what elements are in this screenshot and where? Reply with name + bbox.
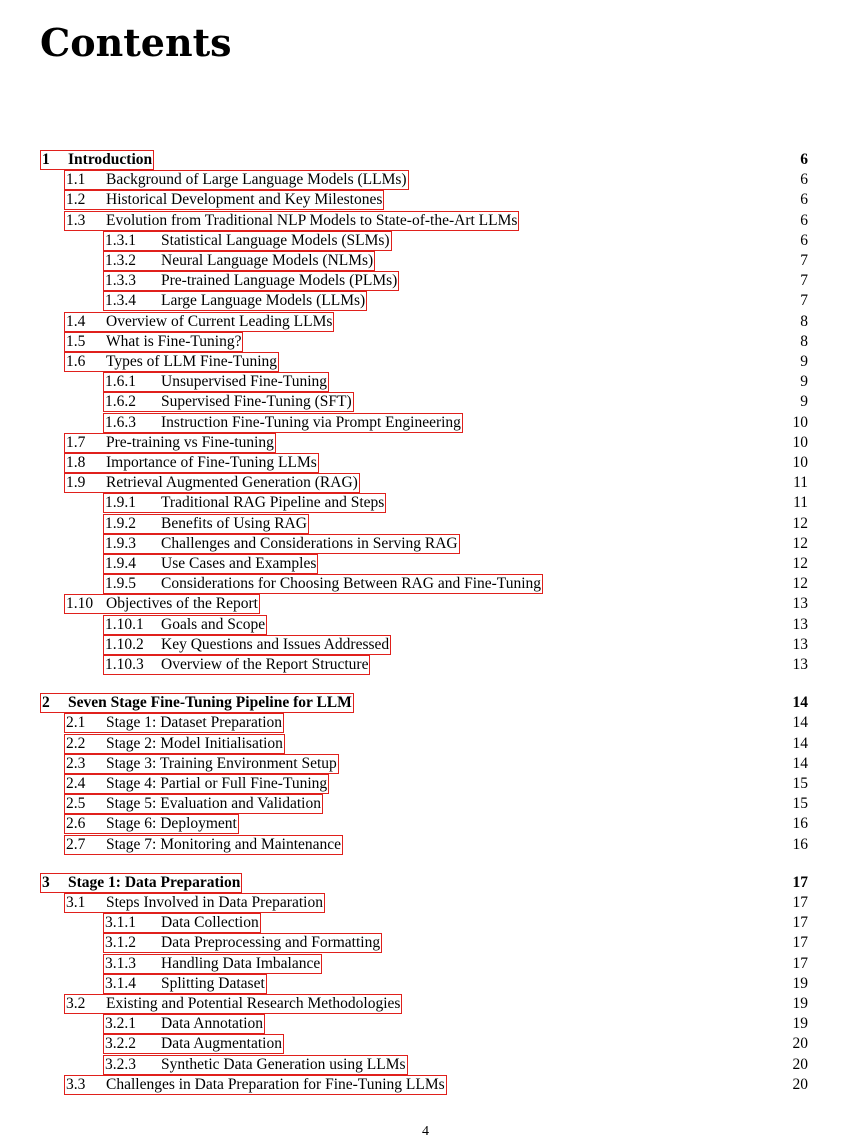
toc-entry: [103, 933, 808, 953]
toc-entry: [103, 413, 808, 433]
toc-section-number: 3.1.4: [105, 974, 136, 992]
toc-section-number: 2.2: [66, 734, 86, 752]
toc-page-number: 19: [792, 1015, 808, 1033]
toc-link[interactable]: [64, 473, 360, 493]
dot-leader: [285, 352, 776, 372]
toc-section-title: Data Preprocessing and Formatting: [161, 934, 381, 952]
toc-link[interactable]: [103, 514, 309, 534]
dot-leader: [360, 392, 776, 412]
toc-entry: [64, 211, 808, 231]
toc-page-number: 11: [793, 494, 808, 512]
toc-section-number: 1.9.2: [105, 514, 136, 532]
toc-section-title: Historical Development and Key Milestones: [106, 191, 383, 209]
toc-entry: [103, 493, 808, 513]
toc-section-number: 3.1.2: [105, 934, 136, 952]
toc-section-title: Splitting Dataset: [161, 974, 265, 992]
dot-leader: [466, 534, 776, 554]
toc-section-title: Stage 7: Monitoring and Maintenance: [106, 835, 342, 853]
dot-leader: [290, 1034, 776, 1054]
toc-link[interactable]: [64, 332, 243, 352]
toc-page-number: 10: [792, 413, 808, 431]
toc-section-number: 1.10.2: [105, 635, 144, 653]
dot-leader: [266, 594, 776, 614]
toc-section-number: 3.3: [66, 1075, 86, 1093]
toc-section-number: 1.1: [66, 171, 86, 189]
toc-page-number: 6: [800, 151, 808, 168]
toc-section-title: Overview of Current Leading LLMs: [106, 312, 333, 330]
toc-section-number: 2.6: [66, 815, 86, 833]
toc-section-number: 1.10.3: [105, 656, 144, 673]
dot-leader: [282, 433, 776, 453]
toc-entry: [103, 554, 808, 574]
toc-section-number: 2: [42, 694, 50, 712]
toc-link[interactable]: [64, 734, 285, 754]
toc-link[interactable]: [64, 594, 260, 614]
toc-link[interactable]: [103, 574, 543, 594]
toc-section-title: Traditional RAG Pipeline and Steps: [161, 494, 385, 512]
toc-section-title: Neural Language Models (NLMs): [161, 252, 374, 269]
toc-link[interactable]: [64, 433, 276, 453]
toc-link[interactable]: [64, 211, 519, 231]
toc-page-number: 9: [800, 393, 808, 411]
toc-link[interactable]: [103, 493, 386, 513]
toc-page-number: 9: [800, 353, 808, 370]
dot-leader: [273, 615, 776, 635]
toc-link[interactable]: [103, 655, 370, 675]
dot-leader: [392, 493, 776, 513]
toc-link[interactable]: [64, 835, 343, 855]
dot-leader: [453, 1075, 776, 1095]
dot-leader: [469, 413, 776, 433]
toc-link[interactable]: [64, 814, 239, 834]
toc-link[interactable]: [64, 794, 323, 814]
toc-page-number: 17: [792, 934, 808, 952]
toc-link[interactable]: [40, 873, 242, 893]
dot-leader: [415, 170, 776, 190]
toc-link[interactable]: [64, 713, 284, 733]
toc-section-title: Large Language Models (LLMs): [161, 292, 366, 310]
toc-entry: [64, 594, 808, 614]
toc-section-number: 1.2: [66, 191, 86, 209]
toc-section-number: 3.2: [66, 995, 86, 1012]
toc-section-title: Instruction Fine-Tuning via Prompt Engineering: [161, 413, 461, 431]
toc-page-number: 15: [792, 775, 808, 792]
toc-section-title: Stage 1: Data Preparation: [68, 873, 241, 891]
toc-page-number: 13: [792, 635, 808, 653]
toc-section-title: Seven Stage Fine-Tuning Pipeline for LLM: [68, 694, 352, 712]
toc-link[interactable]: [103, 615, 267, 635]
toc-entry: [103, 974, 808, 994]
toc-section-title: Considerations for Choosing Between RAG and Fine-Tuning: [161, 575, 542, 593]
toc-section-title: Unsupervised Fine-Tuning: [161, 373, 328, 391]
toc-section-number: 1.3: [66, 211, 86, 229]
toc-entry: [64, 170, 808, 190]
toc-section-title: Stage 5: Evaluation and Validation: [106, 795, 321, 813]
toc-page-number: 11: [793, 474, 808, 492]
toc-entry: [103, 372, 808, 392]
toc-section-title: Importance of Fine-Tuning LLMs: [106, 454, 317, 471]
toc-page-number: 12: [792, 514, 808, 532]
toc-section-number: 1.6: [66, 353, 86, 370]
toc-page-number: 12: [792, 534, 808, 552]
toc-entry: [64, 774, 808, 794]
toc-page-number: 12: [792, 555, 808, 572]
dot-leader: [376, 655, 776, 675]
toc-page-number: 20: [792, 1055, 808, 1073]
toc-page-number: 15: [792, 795, 808, 813]
dot-leader: [366, 473, 776, 493]
toc-page-number: 13: [792, 595, 808, 613]
toc-section-number: 2.1: [66, 714, 86, 732]
toc-section-number: 1.10: [66, 595, 94, 613]
toc-page-number: 14: [792, 714, 808, 732]
toc-entry: [64, 433, 808, 453]
toc-page-number: 20: [792, 1075, 808, 1093]
dot-leader: [349, 835, 776, 855]
dot-leader: [245, 814, 776, 834]
toc-link[interactable]: [64, 352, 279, 372]
toc-entry: [64, 994, 808, 1014]
toc-section-number: 1: [42, 151, 50, 168]
toc-section-title: Supervised Fine-Tuning (SFT): [161, 393, 352, 411]
toc-link[interactable]: [64, 312, 334, 332]
toc-entry: [64, 352, 808, 372]
toc-entry: [64, 332, 808, 352]
toc-section-number: 1.4: [66, 312, 86, 330]
toc-link[interactable]: [64, 1075, 447, 1095]
toc-link[interactable]: [64, 453, 319, 473]
toc-entry: [103, 291, 808, 311]
toc-chapter-entry: [40, 150, 808, 170]
toc-section-number: 1.6.3: [105, 413, 136, 431]
toc-section-number: 1.7: [66, 433, 86, 451]
dot-leader: [328, 954, 776, 974]
dot-leader: [408, 994, 776, 1014]
toc-link[interactable]: [103, 635, 391, 655]
toc-link[interactable]: [103, 291, 367, 311]
toc-entry: [64, 754, 808, 774]
toc-section-title: Introduction: [68, 151, 153, 168]
toc-entry: [103, 271, 808, 291]
toc-entry: [64, 1075, 808, 1095]
toc-section-number: 3.1.3: [105, 954, 136, 972]
toc-entry: [64, 893, 808, 913]
toc-link[interactable]: [103, 372, 329, 392]
toc-entry: [103, 954, 808, 974]
toc-section-title: Types of LLM Fine-Tuning: [106, 353, 277, 370]
toc-entry: [103, 1034, 808, 1054]
toc-page-number: 19: [792, 974, 808, 992]
toc-link[interactable]: [40, 693, 354, 713]
toc-section-title: Synthetic Data Generation using LLMs: [161, 1055, 406, 1073]
toc-entry: [64, 713, 808, 733]
toc-page-number: 14: [792, 734, 808, 752]
toc-link[interactable]: [64, 893, 325, 913]
dot-leader: [390, 190, 776, 210]
toc-page-number: 7: [800, 272, 808, 290]
toc-section-number: 1.3.1: [105, 231, 136, 249]
toc-link[interactable]: [64, 994, 402, 1014]
toc-entry: [64, 473, 808, 493]
toc-link[interactable]: [40, 150, 154, 170]
toc-section-title: Pre-trained Language Models (PLMs): [161, 272, 398, 290]
toc-section-number: 1.3.2: [105, 252, 136, 269]
toc-section-title: Pre-training vs Fine-tuning: [106, 433, 274, 451]
toc-section-title: Retrieval Augmented Generation (RAG): [106, 474, 358, 492]
dot-leader: [331, 893, 776, 913]
toc-section-title: Challenges in Data Preparation for Fine-Tuning LLMs: [106, 1075, 445, 1093]
toc-entry: [64, 835, 808, 855]
toc-section-number: 1.10.1: [105, 615, 144, 633]
toc-section-title: Use Cases and Examples: [161, 555, 317, 572]
toc-page-number: 8: [800, 312, 808, 330]
toc-section-title: Stage 2: Model Initialisation: [106, 734, 283, 752]
toc-entry: [64, 312, 808, 332]
dot-leader: [335, 774, 776, 794]
toc-section-title: What is Fine-Tuning?: [106, 332, 242, 350]
toc-section-number: 1.6.2: [105, 393, 136, 411]
toc-link[interactable]: [103, 534, 460, 554]
toc-section-number: 1.6.1: [105, 373, 136, 391]
toc-entry: [103, 1014, 808, 1034]
toc-entry: [103, 615, 808, 635]
dot-leader: [291, 734, 776, 754]
dot-leader: [405, 271, 776, 291]
dot-leader: [329, 794, 776, 814]
toc-section-number: 1.9: [66, 474, 86, 492]
toc-page-number: 17: [792, 954, 808, 972]
toc-entry: [64, 453, 808, 473]
toc-section-number: 3.2.3: [105, 1055, 136, 1073]
toc-link[interactable]: [103, 231, 392, 251]
dot-leader: [290, 713, 776, 733]
toc-section-number: 1.9.4: [105, 555, 136, 572]
dot-leader: [398, 231, 776, 251]
dot-leader: [525, 211, 776, 231]
toc-section-number: 2.5: [66, 795, 86, 813]
toc-section-number: 1.9.1: [105, 494, 136, 512]
toc-section-title: Data Annotation: [161, 1015, 264, 1033]
toc-link[interactable]: [103, 271, 399, 291]
toc-section-number: 2.3: [66, 754, 86, 772]
dot-leader: [335, 372, 776, 392]
toc-section-title: Challenges and Considerations in Serving RAG: [161, 534, 458, 552]
toc-link[interactable]: [64, 170, 409, 190]
toc-page-number: 13: [792, 615, 808, 633]
toc-chapter-entry: [40, 693, 808, 713]
toc-page-number: 6: [800, 171, 808, 189]
toc-entry: [64, 734, 808, 754]
toc-section-number: 2.7: [66, 835, 86, 853]
toc-entry: [103, 655, 808, 675]
dot-leader: [549, 574, 776, 594]
toc-section-number: 3.1.1: [105, 914, 136, 932]
toc-entry: [103, 635, 808, 655]
toc-section-number: 1.5: [66, 332, 86, 350]
toc-page-number: 17: [792, 914, 808, 932]
toc-section-title: Objectives of the Report: [106, 595, 258, 613]
toc-link[interactable]: [64, 754, 339, 774]
toc-page-number: 8: [800, 332, 808, 350]
toc-section-title: Benefits of Using RAG: [161, 514, 307, 532]
dot-leader: [325, 453, 776, 473]
toc-link[interactable]: [103, 1055, 408, 1075]
toc-page-number: 20: [792, 1035, 808, 1053]
toc-link[interactable]: [103, 933, 382, 953]
toc-entry: [103, 534, 808, 554]
toc-entry: [103, 1055, 808, 1075]
toc-page-number: 16: [792, 835, 808, 853]
dot-leader: [340, 312, 776, 332]
dot-leader: [388, 933, 776, 953]
toc-page-number: 17: [792, 894, 808, 911]
toc-entry: [64, 814, 808, 834]
toc-section-title: Stage 6: Deployment: [106, 815, 237, 833]
toc-link[interactable]: [103, 251, 375, 271]
toc-entry: [64, 794, 808, 814]
dot-leader: [273, 974, 776, 994]
toc-section-number: 1.3.3: [105, 272, 136, 290]
toc-section-number: 3.1: [66, 894, 86, 911]
toc-entry: [64, 190, 808, 210]
dot-leader: [381, 251, 776, 271]
toc-section-number: 3.2.2: [105, 1035, 136, 1053]
toc-link[interactable]: [103, 392, 354, 412]
toc-entry: [103, 574, 808, 594]
page-title: Contents: [40, 20, 232, 65]
toc-entry: [103, 251, 808, 271]
toc-chapter-entry: [40, 873, 808, 893]
dot-leader: [324, 554, 776, 574]
toc-section-number: 3.2.1: [105, 1015, 136, 1033]
toc-section-title: Existing and Potential Research Methodologies: [106, 995, 401, 1012]
toc-section-title: Statistical Language Models (SLMs): [161, 231, 390, 249]
toc-page-number: 10: [792, 433, 808, 451]
dot-leader: [373, 291, 776, 311]
toc-section-number: 1.9.3: [105, 534, 136, 552]
toc-link[interactable]: [64, 190, 384, 210]
dot-leader: [315, 514, 776, 534]
toc-page-number: 9: [800, 373, 808, 391]
toc-page-number: 7: [800, 252, 808, 269]
toc-section-title: Handling Data Imbalance: [161, 954, 321, 972]
toc-page-number: 6: [800, 231, 808, 249]
dot-leader: [267, 913, 776, 933]
toc-link[interactable]: [103, 413, 463, 433]
toc-section-title: Stage 3: Training Environment Setup: [106, 754, 337, 772]
toc-section-number: 1.8: [66, 454, 86, 471]
toc-section-title: Evolution from Traditional NLP Models to State-of-the-Art LLMs: [106, 211, 518, 229]
toc-section-number: 1.3.4: [105, 292, 136, 310]
toc-page-number: 13: [792, 656, 808, 673]
toc-entry: [103, 514, 808, 534]
toc-section-title: Stage 1: Dataset Preparation: [106, 714, 283, 732]
toc-page-number: 6: [800, 211, 808, 229]
toc-link[interactable]: [103, 913, 261, 933]
toc-page-number: 14: [792, 754, 808, 772]
toc-link[interactable]: [103, 1014, 265, 1034]
toc-page-number: 6: [800, 191, 808, 209]
toc-section-number: 1.9.5: [105, 575, 136, 593]
toc-link[interactable]: [103, 554, 318, 574]
toc-section-title: Data Collection: [161, 914, 259, 932]
dot-leader: [271, 1014, 776, 1034]
toc-link[interactable]: [103, 954, 322, 974]
dot-leader: [249, 332, 776, 352]
toc-section-title: Goals and Scope: [161, 615, 266, 633]
toc-section-title: Steps Involved in Data Preparation: [106, 894, 323, 911]
toc-page-number: 12: [792, 575, 808, 593]
toc-link[interactable]: [103, 1034, 284, 1054]
toc-page-number: 17: [792, 873, 808, 891]
dot-leader: [345, 754, 776, 774]
toc-page-number: 16: [792, 815, 808, 833]
toc-section-title: Stage 4: Partial or Full Fine-Tuning: [106, 775, 328, 792]
toc-section-title: Overview of the Report Structure: [161, 656, 369, 673]
page-number-footer: 4: [422, 1124, 429, 1139]
toc-section-title: Background of Large Language Models (LLMs): [106, 171, 407, 189]
toc-section-number: 3: [42, 873, 50, 891]
toc-page-number: 10: [792, 454, 808, 471]
toc-entry: [103, 231, 808, 251]
toc-page-number: 7: [800, 292, 808, 310]
dot-leader: [397, 635, 776, 655]
toc-section-title: Data Augmentation: [161, 1035, 282, 1053]
toc-entry: [103, 913, 808, 933]
dot-leader: [414, 1055, 776, 1075]
toc-section-number: 2.4: [66, 775, 86, 792]
toc-link[interactable]: [103, 974, 267, 994]
toc-section-title: Key Questions and Issues Addressed: [161, 635, 390, 653]
toc-page-number: 14: [792, 694, 808, 712]
toc-entry: [103, 392, 808, 412]
toc-link[interactable]: [64, 774, 329, 794]
toc-page-number: 19: [792, 995, 808, 1012]
